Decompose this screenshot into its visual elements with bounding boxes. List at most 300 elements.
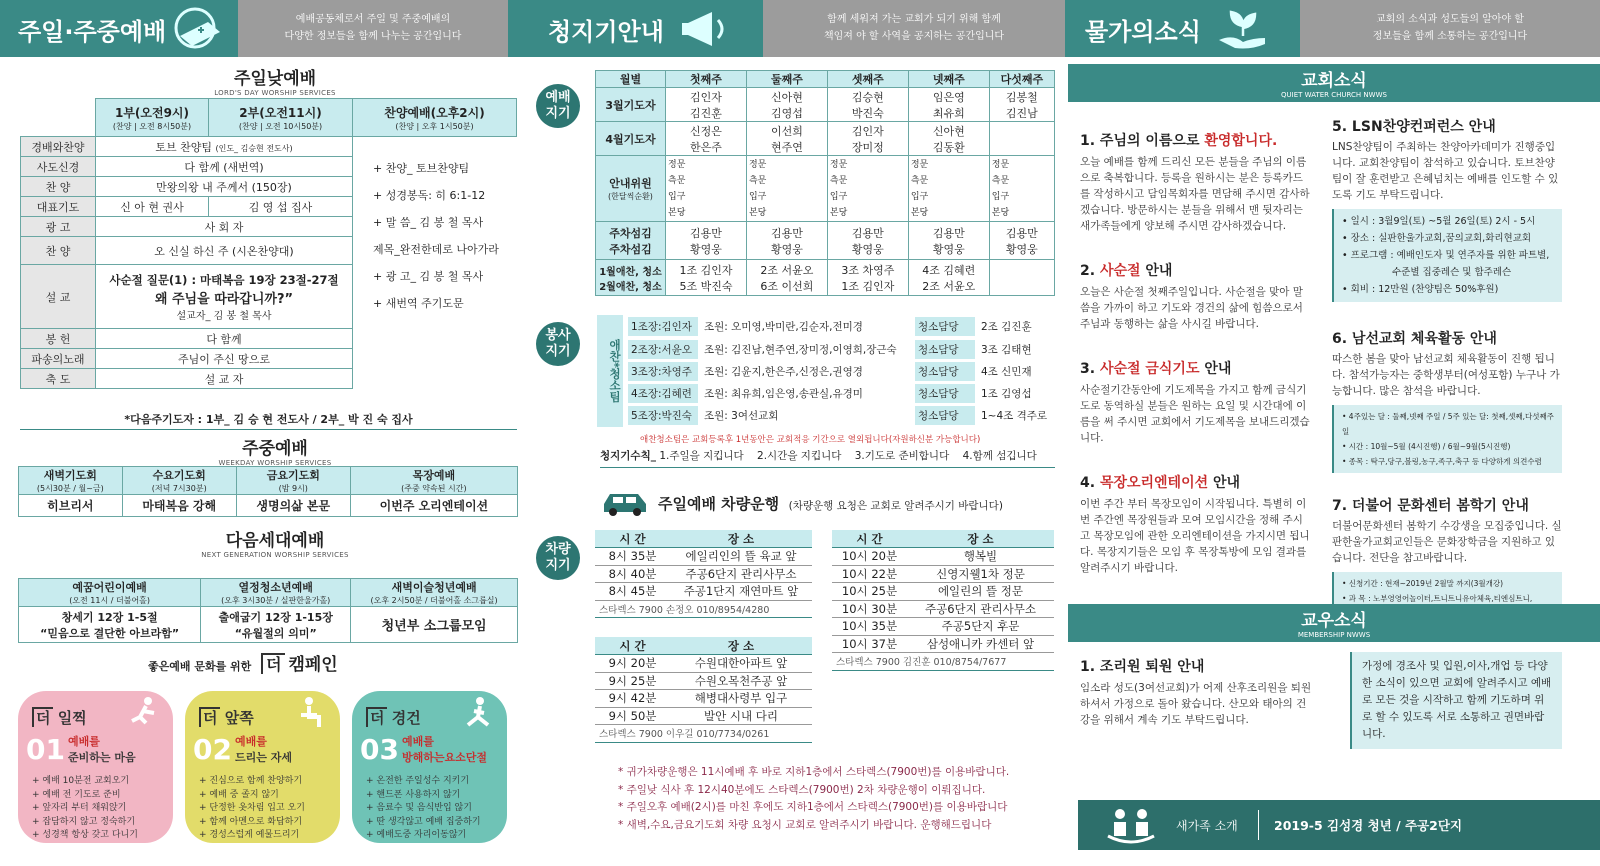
box-line: 수준별 집중레슨 및 합주레슨: [1392, 267, 1512, 278]
prayer-name: 임은영: [932, 90, 965, 104]
badge-car: 차량 지기: [536, 536, 580, 580]
praise-item: + 새번역 주기도문: [373, 297, 464, 310]
clean-name: 2조 서윤오: [922, 279, 976, 293]
card-item: + 경성스럽게 예물드리기: [199, 830, 300, 840]
news-item-4-title: [1080, 472, 1312, 492]
card-sub2: 방해하는요소단절: [402, 751, 488, 764]
parking-name: 황영웅: [1005, 242, 1038, 256]
news-left: [1080, 130, 1312, 576]
team-members: 조원: 최유희,임은영,송관실,유경미: [704, 387, 863, 400]
car-title-text: 주일예배 차량운행: [658, 495, 780, 513]
route-time: 8시 40분: [595, 565, 670, 583]
usher-pos: 정문: [668, 159, 686, 170]
usher-cell: [908, 156, 989, 222]
card-item: + 함께 아멘으로 화답하기: [199, 816, 303, 827]
card-item: + 잡담하지 않고 정숙하기: [32, 816, 136, 827]
route-time: 10시 37분: [832, 635, 907, 653]
campaign-pre: 좋은예배 문화를 위한: [148, 660, 252, 673]
parking-name: 황영웅: [851, 242, 884, 256]
card-sub2: 준비하는 마음: [68, 751, 136, 764]
sunday-sub: LORD'S DAY WORSHIP SERVICES: [214, 89, 336, 97]
campaign-mark: 더: [261, 653, 284, 674]
card-num: 01: [26, 733, 65, 766]
prayer-cell: [908, 122, 989, 156]
col-name: 열정청소년예배: [238, 581, 313, 594]
col-name: 새벽이슬청년예배: [391, 581, 477, 594]
col-name: 수요기도회: [152, 469, 206, 482]
news-item-5-text: LNS찬양팀이 주최하는 찬양아카데미가 진행중입니다. 교회찬양팀이 참석하고 있습니다. 토브찬양팀이 잘 훈련받고 은혜넘치는 예배를 인도할 수 있도록 기도 부탁드립니다.: [1332, 141, 1559, 201]
nextgen-sub: NEXT GENERATION WORSHIP SERVICES: [201, 551, 349, 559]
team-members: 조원: 3여선교회: [704, 409, 779, 422]
team-members: 조원: 김진남,현주연,장미정,이영희,장근숙: [704, 343, 897, 356]
clean-name: 1조 김인자: [679, 263, 733, 277]
row-value: 사 회 자: [96, 217, 353, 237]
rule-item: 2.시간을 지킵니다: [757, 450, 842, 462]
sermon-passage: 사순절 질문(1) : 마태복음 19장 23절-27절: [109, 272, 339, 287]
card-item: + 예배 전 기도로 준비: [32, 789, 121, 800]
parking-title: 주차섬김: [609, 242, 652, 256]
wd-col: [19, 467, 123, 495]
prayer-table: [595, 70, 1055, 296]
sunday-table: [20, 98, 517, 389]
box-line: • 장소 : 실판한울가교회,꿈의교회,화리현교회: [1342, 233, 1532, 244]
team-lead: 3조장:차영주: [628, 362, 698, 381]
team-dam: 청소담당: [915, 406, 975, 425]
box-line: • 일시 : 3월9일(토) ~5월 26일(토) 2시 - 5시: [1342, 216, 1536, 227]
usher-label: [596, 156, 666, 222]
parking-cell: [827, 222, 908, 260]
week-head: 넷째주: [908, 71, 989, 88]
sermon-preacher: 설교자_ 김 봉 철 목사: [176, 310, 272, 322]
news-item-7-title: 7. 더불어 문화센터 봄학기 안내: [1332, 498, 1529, 514]
ng-v2: “믿음으로 결단한 아브라함”: [40, 626, 180, 640]
team-members: 조원: 김윤지,한은주,신정은,권영경: [704, 365, 863, 378]
desc-line: 교회의 소식과 성도들의 알아야 할: [1376, 14, 1524, 25]
box-line: • 과 목 : 노부영영어놀이터,트니트니유아체육,티엔심트니,: [1342, 594, 1533, 603]
team-area: 1~4조 격주로: [981, 409, 1048, 422]
team-dam: 청소담당: [915, 384, 975, 403]
desc-line: 다양한 정보들을 함께 나누는 공간입니다: [284, 31, 462, 42]
usher-pos: 입구: [829, 191, 848, 202]
usher-cell: [827, 156, 908, 222]
wd-col: [236, 467, 350, 495]
card-item: + 딴 생각않고 예배 집중하기: [366, 816, 481, 827]
route-c: [832, 530, 1054, 671]
week-head: 다섯째주: [989, 71, 1054, 88]
desc-line: 예배공동체로서 주일 및 주중예배의: [295, 14, 451, 25]
card-list: [32, 775, 138, 843]
h-pre: 3.: [1080, 361, 1100, 377]
row-value: 다 함께: [96, 329, 353, 349]
parking-name: 김용만: [690, 226, 722, 240]
prayer-name: 한은주: [690, 140, 722, 154]
month-label: 3월기도자: [596, 88, 666, 122]
usher-pos: 정문: [991, 159, 1010, 170]
team-vertical-label: 애찬*청소팀: [597, 315, 623, 427]
parking-label: [596, 222, 666, 260]
route-time: 10시 35분: [832, 618, 907, 636]
member-item: [1080, 656, 1316, 728]
col-time: (밤 9시): [278, 484, 308, 493]
news-item-4-text: 이번 주간 부터 목장모임이 시작됩니다. 특별히 이번 주간엔 목장원들과 모여 모임시간을 정해 주시고 목장모임에 관한 오리엔테이션을 가지시면 됩니다. 목장지기들은 모임 후 목장톡방에 모임 결과를 알려주시기 바랍니다.: [1080, 498, 1310, 574]
card-title-text: 일찍: [57, 709, 87, 727]
row-label: 대표기도: [21, 197, 96, 217]
clean-name: 2조 서윤오: [760, 263, 814, 277]
prayer-name: 김승현: [851, 90, 884, 104]
next-prayer: *다음주기도자 : 1부_ 김 승 현 전도사 / 2부_ 박 진 숙 집사: [20, 411, 517, 430]
rules-label: 청지기수칙_: [600, 450, 656, 462]
card-list: [199, 775, 305, 843]
clean-cell: [746, 260, 827, 296]
ng-col: [19, 579, 201, 607]
card-mark: 더: [366, 707, 387, 727]
sermon-cell: [96, 265, 353, 329]
member-title: 교우소식: [1301, 611, 1367, 631]
news-item-5-box: [1332, 209, 1562, 302]
prayer-name: 신정은: [690, 124, 722, 138]
usher-pos: 측문: [910, 175, 929, 186]
usher-pos: 측문: [991, 175, 1010, 186]
col-praise: [353, 99, 517, 137]
parking-name: 황영웅: [690, 242, 722, 256]
card-num: 02: [193, 733, 232, 766]
prayer-name: 장미정: [851, 140, 884, 154]
usher-pos: 본당: [668, 207, 686, 218]
card-sub: [402, 733, 487, 765]
col-time: (오전 11시 / 더불어홀): [69, 596, 151, 605]
card-item: + 진심으로 함께 찬양하기: [199, 776, 303, 786]
team-row: [628, 404, 1055, 426]
megaphone-icon: [678, 8, 733, 50]
col-name: 2부(오전11시): [239, 105, 322, 120]
newfam-bar: [1078, 800, 1600, 850]
usher-cell: [989, 156, 1054, 222]
route-driver: 스타렉스 7900 손정오 010/8954/4280: [595, 600, 812, 618]
news-right: [1332, 116, 1562, 625]
usher-pos: 입구: [748, 191, 767, 202]
card-item: + 핸드폰 사용하지 않기: [366, 789, 461, 800]
card-list: [366, 775, 481, 843]
weekday-title: 주중예배: [242, 439, 308, 459]
rules: [600, 448, 1055, 468]
box-line: • 시간 : 10월~5월 (4시진행) / 6월~9월(5시진행): [1342, 442, 1511, 451]
route-time: 10시 20분: [832, 548, 907, 566]
route-time: 9시 42분: [595, 690, 670, 708]
row-value: 오 신실 하신 주 (시온찬양대): [96, 237, 353, 265]
wd-col: [350, 467, 517, 495]
card-mark: 더: [32, 707, 53, 727]
news-item-7-text: 더불어문화센터 봄학기 수강생을 모집중입니다. 실판한울가교회교인들은 문화장학금을 지원하고 있습니다. 전단을 참고바랍니다.: [1332, 520, 1562, 564]
row-label: 축 도: [21, 369, 96, 389]
card-item: + 성경책 항상 갖고 다니기: [32, 830, 138, 840]
col-name: 1부(오전9시): [114, 105, 190, 120]
blank-cell: [21, 99, 96, 137]
route-place: 삼성애니카 카센터 앞: [907, 635, 1054, 653]
week-head: 첫째주: [666, 71, 747, 88]
route-place: 신영지웰1차 정문: [907, 565, 1054, 583]
row-label: 찬 양: [21, 177, 96, 197]
campaign-card-2: [185, 691, 340, 843]
col-time: (오후 3시30분 / 실판한울가홀): [221, 596, 331, 605]
card-sub1: 예배를: [402, 735, 434, 748]
card-sub1: 예배를: [235, 735, 267, 748]
header-worship: [0, 0, 238, 57]
usher-pos: 정문: [829, 159, 848, 170]
prayer-name: 박진숙: [851, 106, 884, 120]
route-head: 장 소: [670, 637, 812, 655]
row-label: 사도신경: [21, 157, 96, 177]
usher-title: 안내위원: [609, 177, 652, 190]
team-area: 4조 신민재: [981, 365, 1032, 378]
news-title: 교회소식: [1301, 71, 1367, 91]
prayer-cell: [666, 122, 747, 156]
rule-item: 1.주일을 지킵니다: [659, 450, 744, 462]
sermon-title: 왜 주님을 따라갑니까?”: [154, 291, 294, 307]
ng-value: [19, 607, 201, 643]
ng-v1: 출애굽기 12장 1-15장: [218, 610, 333, 624]
usher-pos: 입구: [910, 191, 929, 202]
prayer-cell: [746, 122, 827, 156]
team-row: [628, 382, 1055, 404]
box-line: • 회비 : 12만원 (찬양팀은 50%후원): [1342, 284, 1499, 295]
ng-value: [351, 607, 518, 643]
h-post: 안내: [1199, 361, 1232, 377]
header-title: 주일·주중예배: [18, 18, 167, 46]
box-line: • 신청기간 : 현재~2019년 2월말 까지(3월개강): [1342, 579, 1504, 588]
clean-name: 4조 김혜련: [922, 263, 976, 277]
rule-item: 3.기도로 준비합니다: [854, 450, 950, 462]
row-label: 파송의노래: [21, 349, 96, 369]
usher-pos: 입구: [991, 191, 1010, 202]
header-desc: [238, 0, 508, 57]
news-sub: QUIET WATER CHURCH NWWS: [1281, 91, 1387, 99]
col-name: 목장예배: [412, 469, 456, 482]
usher-pos: 본당: [829, 207, 848, 218]
header-steward: [508, 0, 763, 57]
prayer-cell: [908, 88, 989, 122]
value-extra: (인도_ 김승현 전도사): [215, 143, 293, 153]
route-head: 시 간: [595, 637, 670, 655]
news-item-6-text: 따스한 봄을 맞아 남선교회 체육활동이 진행 됩니다. 참석가능자는 중학생부터(여성포함) 누구나 가능합니다. 많은 참석을 바랍니다.: [1332, 353, 1560, 397]
nextgen-title: 다음세대예배: [225, 531, 325, 551]
news-bar: [1068, 64, 1600, 102]
sitting-person-icon: [293, 695, 329, 731]
prayer-name: 김인자: [690, 90, 722, 104]
week-head: 셋째주: [827, 71, 908, 88]
col-time: (찬양 | 오후 1시50분): [395, 121, 474, 131]
h-pre: 4.: [1080, 475, 1100, 491]
route-a: [595, 530, 812, 618]
team-row: [628, 316, 1055, 338]
route-head: 장 소: [670, 530, 812, 548]
col-2bu: [209, 99, 353, 137]
row-label: 경배와찬양: [21, 137, 96, 157]
badge-worship: 예배 지기: [536, 84, 580, 128]
usher-pos: 본당: [991, 207, 1010, 218]
weekday-section: [0, 434, 520, 467]
card-title: [366, 707, 421, 728]
clean-cell: [989, 260, 1054, 296]
ng-col: [201, 579, 351, 607]
nextgen-section: [0, 526, 520, 559]
card-sub: [235, 733, 292, 765]
parking-name: 황영웅: [770, 242, 803, 256]
usher-pos: 측문: [748, 175, 767, 186]
prayer-name: 현주연: [770, 140, 803, 154]
clean-cell: [666, 260, 747, 296]
h-red: 환영합니다.: [1204, 133, 1278, 149]
weekday-table: [18, 466, 518, 517]
col-time: (저녁 7시30분): [151, 484, 207, 493]
route-head: 시 간: [832, 530, 907, 548]
prayer-cell: [989, 88, 1054, 122]
prayer-cell: [666, 88, 747, 122]
praise-item: + 말 씀_ 김 봉 철 목사: [373, 216, 484, 229]
member-item-title: 1. 조리원 퇴원 안내: [1080, 659, 1205, 675]
card-title-text: 앞쪽: [224, 709, 254, 727]
route-time: 9시 50분: [595, 707, 670, 725]
route-place: 주공5단지 후문: [907, 618, 1054, 636]
col-time: (주중 약속된 시간): [401, 484, 467, 493]
row-label: 광 고: [21, 217, 96, 237]
route-time: 10시 25분: [832, 583, 907, 601]
route-place: 수원대한아파트 앞: [670, 655, 812, 673]
team-area: 3조 김태현: [981, 343, 1032, 356]
card-mark: 더: [199, 707, 220, 727]
member-bar: [1068, 604, 1600, 642]
parking-cell: [666, 222, 747, 260]
card-item: + 온전한 주일성수 지키기: [366, 776, 470, 786]
praise-item: + 성경봉독: 히 6:1-12: [373, 189, 486, 202]
car-note: * 주일낮 식사 후 12시40분에도 스타렉스(7900번) 2차 차량운행이 이뤄집니다.: [618, 783, 986, 796]
card-sub: [68, 733, 136, 765]
car-title: [658, 493, 1003, 514]
card-num: 03: [360, 733, 399, 766]
route-time: 8시 35분: [595, 548, 670, 566]
nextgen-table: [18, 578, 518, 643]
route-place: 수원오목천주공 앞: [670, 672, 812, 690]
hand-plant-icon: [1213, 6, 1273, 52]
team-members: 조원: 오미영,박미란,김순자,전미경: [704, 321, 863, 333]
card-item: + 음료수 및 음식반입 않기: [366, 803, 472, 813]
header-desc: [1300, 0, 1600, 57]
car-icon: [600, 490, 650, 516]
usher-pos: 본당: [748, 207, 767, 218]
prayer-name: 김봉철: [1005, 90, 1038, 104]
usher-pos: 정문: [910, 159, 929, 170]
team-lead: 5조장:박진숙: [628, 406, 698, 425]
parking-cell: [746, 222, 827, 260]
prayer-name: 김인자: [851, 124, 884, 138]
row-label: 찬 양: [21, 237, 96, 265]
team-lead: 2조장:서윤오: [628, 340, 698, 359]
card-item: + 앞자리 부터 채워앉기: [32, 803, 127, 813]
row-value: 신 아 현 권사: [96, 197, 209, 217]
rule-item: 4.함께 섬깁니다: [962, 450, 1037, 462]
prayer-name: 신아현: [932, 124, 965, 138]
route-head: 장 소: [907, 530, 1054, 548]
prayer-cell: [827, 88, 908, 122]
h-pre: 1. 주님의 이름으로: [1080, 133, 1205, 149]
desc-line: 책임져 야 할 사역을 공지하는 공간입니다: [823, 31, 1005, 42]
kneeling-person-icon: [460, 695, 496, 731]
ng-col: [351, 579, 518, 607]
wd-value: 마태복음 강해: [122, 495, 236, 517]
campaign-card-3: [352, 691, 507, 843]
route-driver: 스타렉스 7900 김진훈 010/8754/7677: [832, 653, 1054, 671]
row-value: 다 함께 (새번역): [96, 157, 353, 177]
sunday-section: [0, 64, 520, 97]
header-title: 물가의소식: [1085, 18, 1201, 46]
car-note: * 귀가차량운행은 11시예배 후 바로 지하1층에서 스타렉스(7900번)를 이용바랍니다.: [618, 766, 1010, 778]
usher-cell: [746, 156, 827, 222]
card-title: [199, 707, 254, 728]
prayer-name: 이선희: [770, 124, 803, 138]
parking-cell: [908, 222, 989, 260]
team-dam: 청소담당: [915, 362, 975, 381]
clean-name: 3조 차영주: [841, 263, 895, 277]
box-line: • 프로그램 : 예배인도자 및 연주자를 위한 파트별,: [1342, 250, 1550, 261]
route-place: 행복빌: [907, 548, 1054, 566]
prayer-cell: [989, 122, 1054, 156]
box-line: • 4주있는 달 : 둘째,넷째 주일 / 5주 있는 달: 첫째,셋째,다섯째주일: [1342, 412, 1554, 436]
col-time: (찬양 | 오전 10시50분): [238, 121, 323, 131]
parking-name: 김용만: [770, 226, 803, 240]
route-time: 10시 22분: [832, 565, 907, 583]
parking-title: 주차섬김: [609, 226, 652, 240]
card-sub1: 예배를: [68, 735, 100, 748]
ng-v1: 청년부 소그룹모임: [381, 619, 487, 634]
member-box: 가정에 경조사 및 입원,이사,개업 등 다양한 소식이 있으면 교회에 알려주시고 예배로 모든 것을 시작하고 함께 기도하며 위로 할 수 있도록 서로 소통하고 권면바랍니다.: [1350, 652, 1562, 749]
parking-name: 김용만: [1005, 226, 1038, 240]
usher-pos: 측문: [668, 175, 686, 186]
ng-v2: “유월절의 의미”: [234, 626, 317, 640]
praise-item: + 광 고_ 김 봉 철 목사: [373, 270, 484, 283]
usher-cell: [666, 156, 747, 222]
prayer-cell: [746, 88, 827, 122]
route-b: [595, 637, 812, 743]
team-dam: 청소담당: [915, 317, 975, 336]
wd-value: 생명의삶 본문: [236, 495, 350, 517]
usher-pos: 정문: [748, 159, 767, 170]
col-name: 찬양예배(오후2시): [384, 105, 485, 120]
news-item-2-text: 오늘은 사순절 첫째주일입니다. 사순절을 맞아 말씀을 가까이 하고 기도와 경건의 삶에 힘씀으로서 주님과 동행하는 삶을 사시길 바랍니다.: [1080, 286, 1303, 330]
prayer-name: 최유희: [932, 106, 965, 120]
h-red: 사순절 금식기도: [1099, 361, 1200, 377]
runner-icon: [126, 695, 162, 731]
campaign-title: [148, 650, 338, 675]
row-value: 김 영 섭 집사: [209, 197, 353, 217]
news-item-6-box: [1332, 405, 1562, 473]
newfam-info: 2019-5 김성경 청년 / 주공2단지: [1274, 818, 1463, 833]
badge-serve: 봉사 지기: [536, 322, 580, 366]
col-time: (찬양 | 오전 8시50분): [112, 121, 192, 131]
prayer-name: 김영섭: [770, 106, 803, 120]
header-title: 청지기안내: [548, 18, 664, 46]
value-text: 토브 찬양팀: [155, 140, 212, 154]
newfam-label: 새가족 소개: [1176, 819, 1238, 833]
parking-name: 김용만: [932, 226, 965, 240]
route-time: 10시 30분: [832, 600, 907, 618]
box-line: • 종목 : 탁구,당구,볼링,농구,족구,축구 등 다양하게 의견수렴: [1342, 457, 1542, 466]
card-item: + 단정한 옷차림 입고 오기: [199, 803, 305, 813]
campaign-main: 캠페인: [288, 655, 338, 675]
usher-pos: 입구: [668, 191, 686, 202]
clean-name: 6조 이선희: [760, 279, 814, 293]
clean-name: 1조 김인자: [841, 279, 895, 293]
card-title: [32, 707, 87, 728]
h-red: 목장오리엔테이션: [1099, 475, 1209, 491]
